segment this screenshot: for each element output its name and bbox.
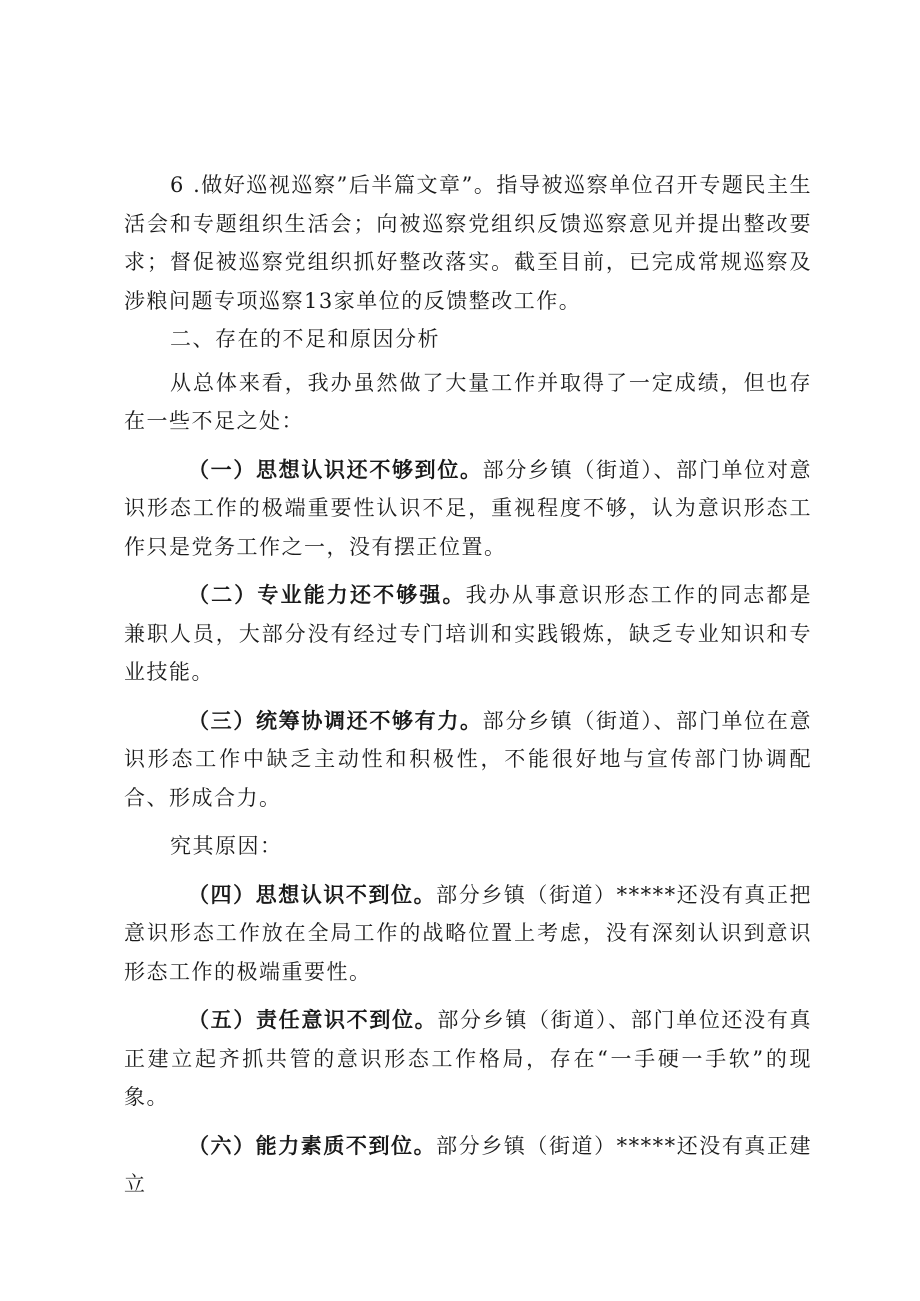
document-body <box>124 166 812 1204</box>
item-title: （一）思想认识还不够到位。 <box>188 457 483 482</box>
list-item-5 <box>124 1001 812 1117</box>
list-item-2 <box>124 576 812 692</box>
item-title: （二）专业能力还不够强。 <box>188 583 466 607</box>
paragraph-item-6 <box>124 166 812 320</box>
item-body: 部分乡镇（街道）、部门单位在意识形态工作中缺乏主动性和积极性，不能很好地与宣传部门协调配合、形成合力。 <box>124 708 813 810</box>
paragraph-text: 6 .做好巡视巡察”后半篇文章”。指导被巡察单位召开专题民主生活会和专题组织生活会；向被巡察党组织反馈巡察意见并提出整改要求；督促被巡察党组织抓好整改落实。截至目前，已完成常规巡察及涉粮问题专项巡察13家单位的反馈整改工作。 <box>124 173 812 313</box>
item-title: （三）统筹协调还不够有力。 <box>188 708 483 733</box>
paragraph-text: 从总体来看，我办虽然做了大量工作并取得了一定成绩，但也存在一些不足之处： <box>124 370 812 433</box>
item-title: （六）能力素质不到位。 <box>188 1133 437 1158</box>
paragraph-overview <box>124 364 812 441</box>
list-item-4 <box>124 876 812 992</box>
paragraph-text: 究其原因： <box>170 834 283 858</box>
item-body: 我办从事意识形态工作的同志都是兼职人员，大部分没有经过专门培训和实践锻炼，缺乏专业知识和专业技能。 <box>124 583 813 684</box>
item-title: （四）思想认识不到位。 <box>188 882 437 907</box>
item-body: 部分乡镇（街道）*****还没有真正建立 <box>124 1133 813 1196</box>
item-body: 部分乡镇（街道）、部门单位对意识形态工作的极端重要性认识不足，重视程度不够，认为意识形态工作只是党务工作之一，没有摆正位置。 <box>124 457 813 559</box>
list-item-6 <box>124 1127 812 1204</box>
item-title: （五）责任意识不到位。 <box>188 1008 438 1032</box>
section-heading <box>124 320 812 359</box>
list-item-1 <box>124 451 812 567</box>
list-item-3 <box>124 702 812 818</box>
item-body: 部分乡镇（街道）、部门单位还没有真正建立起齐抓共管的意识形态工作格局，存在“一手硬一手软”的现象。 <box>124 1008 813 1109</box>
item-body: 部分乡镇（街道）*****还没有真正把意识形态工作放在全局工作的战略位置上考虑，没有深刻认识到意识形态工作的极端重要性。 <box>124 882 813 984</box>
paragraph-reasons <box>124 827 812 866</box>
section-heading-text: 二、存在的不足和原因分析 <box>170 327 440 351</box>
